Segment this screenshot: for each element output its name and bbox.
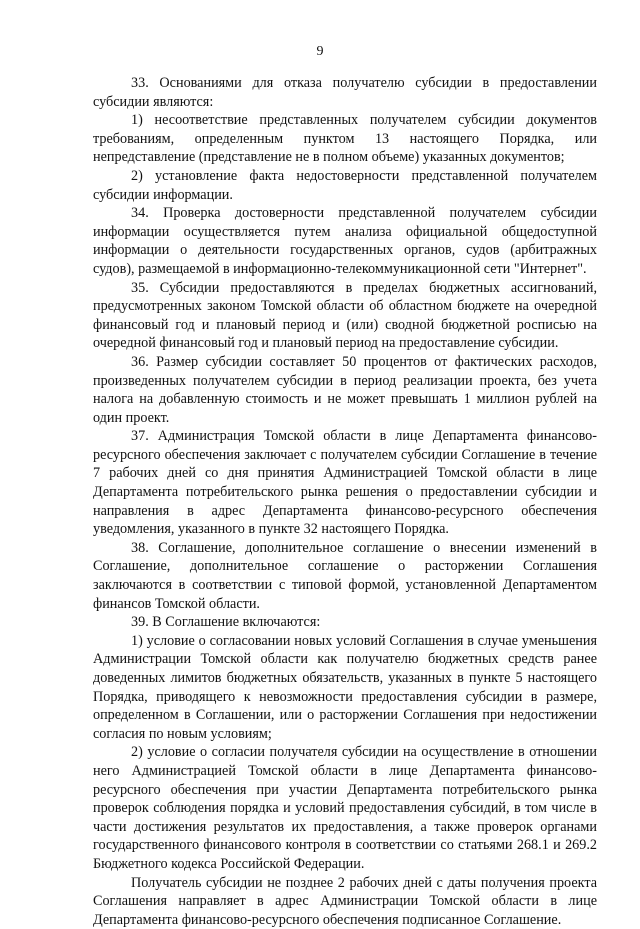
paragraph-39: 39. В Соглашение включаются: xyxy=(131,614,321,631)
paragraph-39-item-2: 2) условие о согласии получателя субсидии на осуществление в отношении него Администрацией Томской области в лице Департамента финансово-ресурсного обеспечения при участии Департамента потребительского рынка проверок соблюдения порядка и условий предоставления субсидий, в том числе в части достижения результатов их предоставления, а также проверок органами государственного финансового контроля в соответствии со статьями 268.1 и 269.2 Бюджетного кодекса Российской Федерации. xyxy=(93,744,597,872)
paragraph-35: 35. Субсидии предоставляются в пределах бюджетных ассигнований, предусмотренных законом Томской области об областном бюджете на очередной финансовый год и плановый период и (или) сводной бюджетной росписью на очередной финансовый год и плановый период на предоставление субсидии. xyxy=(93,279,597,352)
paragraph-36: 36. Размер субсидии составляет 50 процентов от фактических расходов, произведенных получателем субсидии в период реализации проекта, без учета налога на добавленную стоимость и не может превышать 1 миллион рублей на один проект. xyxy=(93,353,597,426)
paragraph-37: 37. Администрация Томской области в лице Департамента финансово-ресурсного обеспечения заключает с получателем субсидии Соглашение в течение 7 рабочих дней со дня принятия Администрацией Томской области в лице Департамента потребительского рынка решения о предоставлении субсидии и направления в адрес Департамента финансово-ресурсного обеспечения уведомления, указанного в пункте 32 настоящего Порядка. xyxy=(93,428,597,538)
page-number: 9 xyxy=(316,44,324,59)
document-body xyxy=(93,74,597,929)
paragraph-34: 34. Проверка достоверности представленной получателем субсидии информации осуществляется путем анализа официальной общедоступной информации о деятельности государственных органов, судов (арбитражных судов), размещаемой в информационно-телекоммуникационной сети "Интернет". xyxy=(93,205,597,277)
paragraph-39-item-1: 1) условие о согласовании новых условий Соглашения в случае уменьшения Администрации Томской области как получателю бюджетных средств ранее доведенных лимитов бюджетных обязательств, указанных в пункте 5 настоящего Порядка, приводящего к невозможности предоставления субсидии в размере, определенном в Соглашении, или о расторжении Соглашения при недостижении согласия по новым условиям; xyxy=(93,632,597,742)
paragraph-33: 33. Основаниями для отказа получателю субсидии в предоставлении субсидии являются: xyxy=(93,75,597,110)
paragraph-33-item-2: 2) установление факта недостоверности представленной получателем субсидии информации. xyxy=(93,167,597,203)
paragraph-33-item-1: 1) несоответствие представленных получателем субсидии документов требованиям, определенным пунктом 13 настоящего Порядка, или непредставление (представление не в полном объеме) указанных документов; xyxy=(93,112,597,166)
paragraph-38: 38. Соглашение, дополнительное соглашение о внесении изменений в Соглашение, дополнительное соглашение о расторжении Соглашения заключаются в соответствии с типовой формой, установленной Департаментом финансов Томской области. xyxy=(93,539,597,612)
paragraph-recipient-deadline: Получатель субсидии не позднее 2 рабочих дней с даты получения проекта Соглашения направляет в адрес Администрации Томской области в лице Департамента финансово-ресурсного обеспечения подписанное Соглашение. xyxy=(93,874,597,928)
